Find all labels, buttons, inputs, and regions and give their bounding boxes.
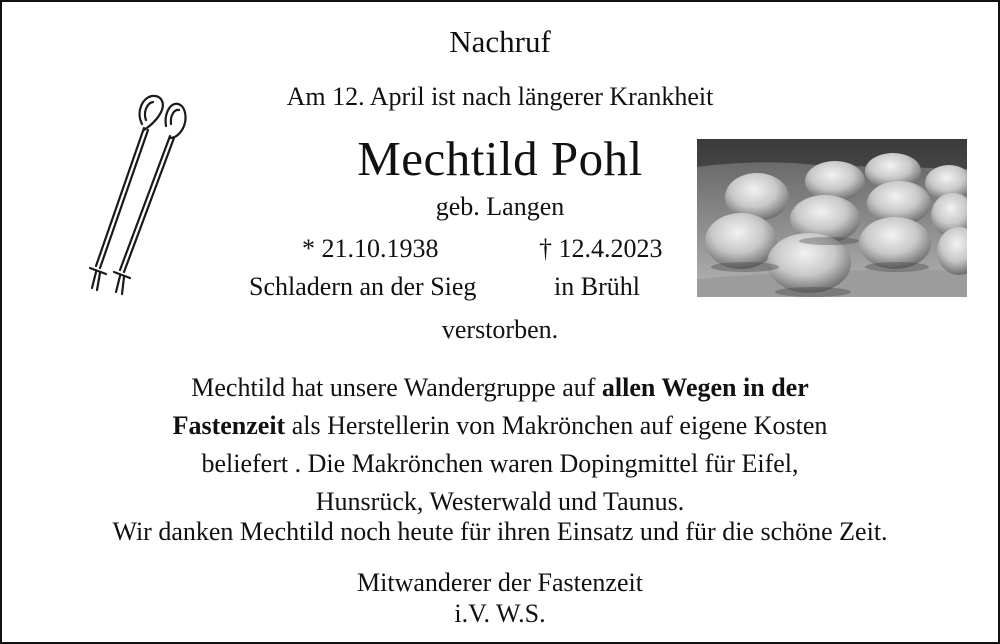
maiden-name: geb. Langen bbox=[435, 192, 565, 221]
macaroons-photo bbox=[697, 139, 967, 297]
birth-date: * 21.10.1938 bbox=[302, 234, 439, 263]
story-line bbox=[2, 407, 998, 445]
birth-place: Schladern an der Sieg bbox=[249, 272, 477, 301]
hiking-poles-icon bbox=[80, 90, 200, 300]
intro-text: Am 12. April ist nach längerer Krankheit bbox=[286, 82, 714, 111]
story-paragraph bbox=[2, 369, 998, 521]
story-line bbox=[2, 369, 998, 407]
story-text: als Herstellerin von Makrönchen auf eigene Kosten bbox=[285, 411, 828, 440]
died-text: verstorben. bbox=[441, 315, 559, 344]
signature-initials: i.V. W.S. bbox=[454, 599, 546, 628]
deceased-name: Mechtild Pohl bbox=[357, 131, 643, 186]
story-text: Mechtild hat unsere Wandergruppe auf bbox=[191, 373, 602, 402]
death-date: † 12.4.2023 bbox=[539, 234, 663, 263]
story-line: Hunsrück, Westerwald und Taunus. bbox=[315, 487, 685, 516]
notice-heading: Nachruf bbox=[449, 24, 551, 59]
signature-group: Mitwanderer der Fastenzeit bbox=[357, 568, 643, 597]
death-place: in Brühl bbox=[554, 272, 640, 301]
story-emphasis: Fastenzeit bbox=[172, 411, 286, 440]
thanks-text: Wir danken Mechtild noch heute für ihren Einsatz und für die schöne Zeit. bbox=[112, 517, 888, 546]
story-line: beliefert . Die Makrönchen waren Dopingmittel für Eifel, bbox=[201, 449, 799, 478]
story-emphasis: allen Wegen in der bbox=[601, 373, 809, 402]
